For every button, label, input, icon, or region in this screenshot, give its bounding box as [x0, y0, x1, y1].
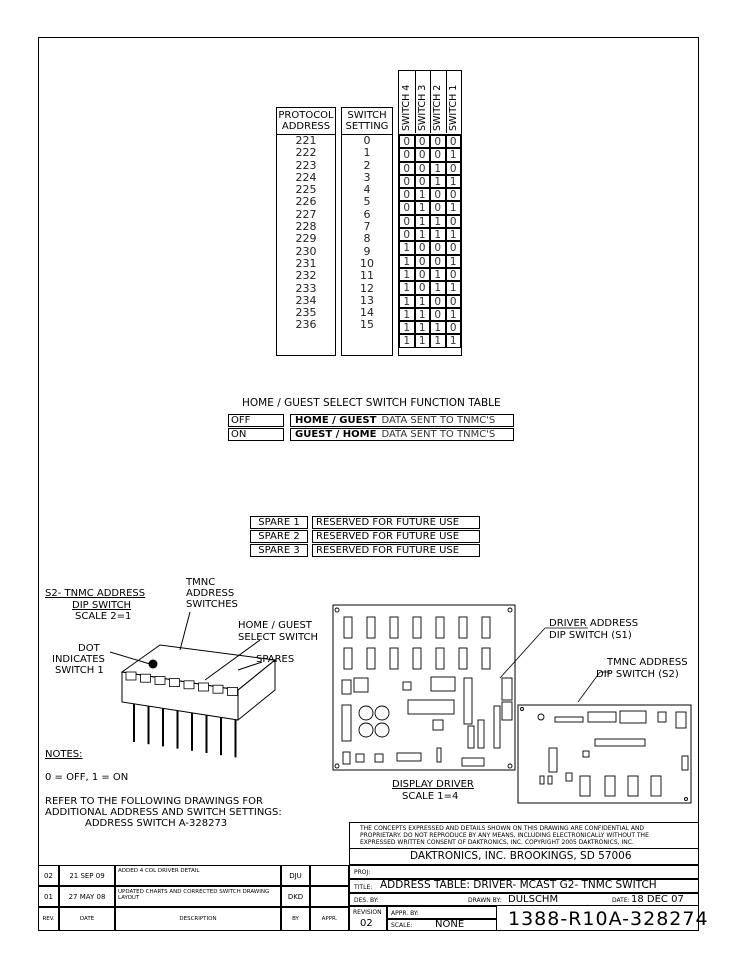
drawing-number: 1388-R10A-328274 — [508, 908, 709, 930]
switch-bit-cell: 1 — [446, 281, 462, 294]
switch-bit-cell: 0 — [446, 135, 462, 148]
display-driver-title: DISPLAY DRIVER — [392, 779, 474, 790]
switch-bit-cell: 1 — [446, 255, 462, 268]
switch-bit-cell: 0 — [415, 148, 431, 161]
notes-line: REFER TO THE FOLLOWING DRAWINGS FOR — [45, 796, 263, 807]
home-guest-state: OFF — [228, 414, 284, 427]
notes-title: NOTES: — [45, 749, 83, 760]
switch-bit-cell: 0 — [430, 135, 446, 148]
switch-bit-cell: 0 — [415, 255, 431, 268]
address-cell: 221 — [295, 134, 317, 147]
connector — [482, 617, 490, 638]
drawn-label: DRAWN BY: — [468, 897, 502, 904]
switch-bit-cell: 0 — [430, 308, 446, 321]
address-cell: 223 — [295, 158, 317, 172]
revision-label: REVISION — [353, 909, 382, 916]
component — [682, 756, 688, 770]
dip-key — [155, 676, 165, 684]
switch-header: SWITCH 1 — [447, 84, 459, 131]
address-cell: 228 — [295, 220, 317, 234]
switch-bit-cell: 0 — [415, 268, 431, 281]
connector — [436, 648, 444, 669]
revision-cell: 01 — [38, 886, 59, 907]
switch-bit-cell: 1 — [446, 228, 462, 241]
switch-bit-cell: 0 — [399, 201, 415, 214]
revision-header: REV. — [38, 907, 59, 931]
address-cell: 230 — [295, 244, 317, 258]
revision-cell: ADDED 4 COL DRIVER DETAIL — [115, 865, 281, 886]
confidential-text: EXPRESSED WRITTEN CONSENT OF DAKTRONICS, INC. COPYRIGHT 2005 DAKTRONICS, INC. — [360, 839, 634, 846]
tnmc-label: ADDRESS — [186, 588, 235, 599]
spare-name: SPARE 3 — [250, 544, 308, 557]
revision-header: BY — [281, 907, 310, 931]
component — [502, 702, 512, 720]
component — [343, 752, 350, 764]
revision-cell — [310, 886, 349, 907]
switch-bit-cell: 0 — [415, 135, 431, 148]
revision-cell: 21 SEP 09 — [59, 865, 115, 886]
component — [580, 776, 590, 796]
address-cell: 236 — [295, 318, 317, 332]
switch-bit-cell: 1 — [399, 334, 415, 347]
component — [583, 751, 589, 757]
switch-bit-cell: 1 — [446, 308, 462, 321]
spare-name: SPARE 1 — [250, 516, 308, 529]
home-guest-bold: HOME / GUEST — [295, 415, 377, 426]
switch-bit-cell: 0 — [446, 268, 462, 281]
spare-desc: RESERVED FOR FUTURE USE — [312, 516, 480, 529]
switch-bit-cell: 1 — [446, 334, 462, 347]
notes-line: 0 = OFF, 1 = ON — [45, 772, 129, 783]
component — [549, 748, 557, 772]
setting-cell: 8 — [363, 232, 371, 246]
switch-bit-cell: 0 — [399, 188, 415, 201]
connector — [413, 617, 421, 638]
switch-bit-cell: 1 — [430, 321, 446, 334]
dip-key — [141, 674, 151, 682]
capacitor — [359, 723, 373, 737]
switch-bit-cell: 1 — [399, 255, 415, 268]
setting-cell: 12 — [360, 281, 374, 295]
switch-header: SWITCH 4 — [401, 84, 412, 131]
switch-bit-cell: 1 — [415, 308, 431, 321]
address-cell: 225 — [295, 183, 317, 197]
dip-detail-title: S2- TNMC ADDRESS — [45, 588, 146, 599]
component — [540, 776, 544, 784]
switch-bit-cell: 0 — [399, 228, 415, 241]
tnmc-label: TMNC — [186, 577, 216, 588]
setting-cell: 7 — [363, 220, 371, 234]
switch-bit-cell: 0 — [430, 148, 446, 161]
switch-bit-cell: 0 — [415, 281, 431, 294]
switch-bit-cell: 0 — [446, 241, 462, 254]
component — [566, 773, 572, 781]
switch-bit-cell: 1 — [446, 201, 462, 214]
home-guest-label: HOME / GUEST — [238, 620, 312, 631]
switch-bit-cell: 0 — [430, 255, 446, 268]
revision-cell: DKD — [281, 886, 310, 907]
setting-cell: 5 — [363, 195, 371, 209]
connector — [482, 648, 490, 669]
header-text: SETTING — [345, 121, 389, 132]
spare-name: SPARE 2 — [250, 530, 308, 543]
component — [548, 776, 552, 784]
revision-cell: 02 — [38, 865, 59, 886]
component — [676, 712, 686, 728]
component — [354, 678, 368, 692]
drawing-title: ADDRESS TABLE: DRIVER- MCAST G2- TNMC SWITCH — [380, 879, 657, 891]
home-guest-rest: DATA SENT TO TNMC'S — [381, 428, 496, 440]
switch-bit-cell: 0 — [446, 295, 462, 308]
title-label: TITLE: — [354, 884, 373, 891]
address-cell: 233 — [295, 281, 317, 295]
confidential-text: THE CONCEPTS EXPRESSED AND DETAILS SHOWN ON THIS DRAWING ARE CONFIDENTIAL AND — [360, 825, 645, 832]
component — [595, 739, 645, 746]
address-cell: 232 — [295, 269, 317, 283]
mount-hole — [508, 608, 512, 612]
home-guest-bold: GUEST / HOME — [295, 428, 377, 440]
date-label: DATE: — [612, 897, 630, 904]
tnmc-address-label: DIP SWITCH (S2) — [596, 669, 679, 680]
connector — [367, 648, 375, 669]
address-cell: 231 — [295, 256, 317, 270]
scale-label: SCALE: — [391, 922, 413, 929]
tnmc-label: SWITCHES — [186, 599, 238, 610]
home-guest-state: ON — [228, 428, 284, 441]
component — [437, 748, 441, 762]
connector — [367, 617, 375, 638]
switch-bit-cell: 0 — [430, 241, 446, 254]
switch-bit-cell: 1 — [415, 228, 431, 241]
address-cell: 224 — [295, 170, 317, 184]
component — [464, 678, 472, 724]
dot-label: SWITCH 1 — [55, 665, 104, 676]
switch-bit-cell: 1 — [415, 201, 431, 214]
dip-key — [228, 687, 238, 695]
component — [431, 677, 455, 691]
switch-bit-cell: 1 — [399, 281, 415, 294]
component — [478, 720, 484, 748]
tnmc-address-label: TMNC ADDRESS — [607, 657, 688, 668]
component — [342, 680, 351, 694]
switch-bit-cell: 0 — [415, 162, 431, 175]
switch-bit-cell: 0 — [399, 215, 415, 228]
scale-value: NONE — [435, 919, 465, 930]
dip-detail-subtitle: DIP SWITCH — [72, 600, 132, 611]
connector — [344, 617, 352, 638]
component — [651, 776, 661, 796]
switch-bit-cell: 1 — [399, 295, 415, 308]
dip-key — [213, 685, 223, 693]
dip-detail-scale: SCALE 2=1 — [75, 611, 132, 622]
mount-hole — [335, 608, 339, 612]
switch-bit-cell: 0 — [399, 135, 415, 148]
connector — [436, 617, 444, 638]
setting-cell: 14 — [360, 306, 374, 320]
switch-bit-cell: 0 — [446, 162, 462, 175]
dip-key — [199, 683, 209, 691]
revision-header: DATE — [59, 907, 115, 931]
revision-header: DESCRIPTION — [115, 907, 281, 931]
switch-bit-cell: 1 — [430, 334, 446, 347]
spare-desc: RESERVED FOR FUTURE USE — [312, 530, 480, 543]
proj-label: PROJ: — [354, 869, 371, 876]
switch-bit-cell: 1 — [446, 175, 462, 188]
component — [468, 726, 474, 748]
setting-cell: 1 — [363, 146, 371, 160]
switch-bit-cell: 0 — [399, 148, 415, 161]
connector — [459, 617, 467, 638]
drawing-date: 18 DEC 07 — [631, 894, 684, 905]
spares-label: SPARES — [256, 654, 295, 665]
company-name: DAKTRONICS, INC. BROOKINGS, SD 57006 — [410, 850, 632, 862]
notes-line: ADDRESS SWITCH A-328273 — [85, 818, 228, 829]
component — [342, 705, 351, 741]
driver-address-label: DIP SWITCH (S1) — [549, 630, 632, 641]
revision-table — [38, 865, 349, 931]
home-guest-rest: DATA SENT TO TNMC'S — [381, 415, 496, 426]
connector — [390, 648, 398, 669]
driver-address-label: DRIVER ADDRESS — [549, 618, 639, 629]
setting-cell: 9 — [363, 244, 371, 258]
mount-hole — [685, 798, 688, 801]
switch-bit-cell: 1 — [430, 228, 446, 241]
switch-bit-cell: 1 — [399, 241, 415, 254]
home-guest-label: SELECT SWITCH — [238, 632, 319, 643]
setting-cell: 15 — [360, 318, 374, 332]
connector — [390, 617, 398, 638]
component — [605, 776, 615, 796]
component — [375, 754, 383, 762]
mount-hole — [335, 764, 339, 768]
appr-label: APPR. BY: — [391, 910, 419, 917]
setting-cell: 2 — [363, 158, 371, 172]
component — [494, 706, 500, 748]
component — [397, 753, 421, 761]
revision-cell: UPDATED CHARTS AND CORRECTED SWITCH DRAWING LAYOUT — [115, 886, 281, 907]
header-text: PROTOCOL — [278, 110, 334, 121]
dip-key — [170, 679, 180, 687]
address-cell: 226 — [295, 195, 317, 209]
proj-row — [349, 865, 699, 879]
component — [462, 758, 484, 766]
switch-bit-cell: 1 — [430, 175, 446, 188]
switch-bit-cell: 0 — [415, 175, 431, 188]
setting-cell: 13 — [360, 293, 374, 307]
setting-cell: 10 — [360, 256, 374, 270]
dip-switch-s1 — [502, 678, 512, 700]
setting-cell: 6 — [363, 207, 371, 221]
revision-cell — [310, 865, 349, 886]
switch-bit-cell: 0 — [446, 215, 462, 228]
setting-cell: 4 — [363, 183, 371, 197]
address-cell: 234 — [295, 293, 317, 307]
mount-hole — [508, 764, 512, 768]
address-cell: 229 — [295, 232, 317, 246]
switch-bit-cell: 0 — [446, 321, 462, 334]
header-text: ADDRESS — [281, 121, 331, 132]
revision-cell: DJU — [281, 865, 310, 886]
switch-bit-cell: 1 — [399, 321, 415, 334]
component — [356, 754, 364, 762]
capacitor — [359, 706, 373, 720]
component — [433, 720, 443, 730]
dot-label: INDICATES — [52, 654, 105, 665]
address-cell: 235 — [295, 306, 317, 320]
component — [628, 776, 638, 796]
connector — [459, 648, 467, 669]
dot-label: DOT — [78, 643, 100, 654]
mount-hole — [521, 708, 524, 711]
connector — [413, 648, 421, 669]
display-driver-scale: SCALE 1=4 — [402, 791, 459, 802]
switch-bit-cell: 0 — [430, 295, 446, 308]
switch-bit-cell: 1 — [415, 334, 431, 347]
component — [588, 712, 616, 722]
address-cell: 227 — [295, 207, 317, 221]
component — [658, 712, 666, 722]
home-guest-title: HOME / GUEST SELECT SWITCH FUNCTION TABLE — [242, 397, 501, 409]
switch-bit-cell: 0 — [399, 175, 415, 188]
switch-header: SWITCH 3 — [416, 84, 428, 131]
dip-key — [126, 672, 136, 680]
switch-bit-cell: 1 — [430, 281, 446, 294]
connector — [344, 648, 352, 669]
switch-bit-cell: 0 — [446, 188, 462, 201]
revision-value: 02 — [360, 918, 373, 929]
header-text: SWITCH — [347, 110, 387, 121]
component — [408, 700, 454, 714]
setting-cell: 0 — [363, 134, 371, 147]
drawn-by: DULSCHM — [508, 894, 559, 905]
capacitor — [375, 723, 389, 737]
confidential-text: PROPRIETARY. DO NOT REPRODUCE BY ANY MEANS, INCLUDING ELECTRONICALLY WITHOUT THE — [360, 832, 649, 839]
mount-hole — [538, 714, 544, 720]
switch-bit-cell: 0 — [415, 241, 431, 254]
component — [555, 717, 583, 722]
switch-bit-cell: 1 — [430, 215, 446, 228]
switch-header: SWITCH 2 — [432, 84, 443, 131]
notes-line: ADDITIONAL ADDRESS AND SWITCH SETTINGS: — [45, 807, 282, 818]
setting-cell: 3 — [363, 170, 371, 184]
dip-switch-s2 — [620, 711, 646, 723]
switch-bit-cell: 1 — [430, 162, 446, 175]
switch-bit-cell: 0 — [430, 188, 446, 201]
switch-bit-cell: 0 — [399, 162, 415, 175]
switch-bit-cell: 1 — [446, 148, 462, 161]
des-label: DES. BY: — [354, 897, 379, 904]
spare-desc: RESERVED FOR FUTURE USE — [312, 544, 480, 557]
setting-cell: 11 — [360, 269, 374, 283]
revision-header: APPR. — [310, 907, 349, 931]
switch-bit-cell: 1 — [415, 321, 431, 334]
switch-bit-cell: 0 — [430, 201, 446, 214]
dip-key — [184, 681, 194, 689]
switch-bit-cell: 1 — [399, 308, 415, 321]
switch-bit-cell: 1 — [415, 188, 431, 201]
capacitor — [375, 706, 389, 720]
switch-bit-cell: 1 — [399, 268, 415, 281]
switch-bit-cell: 1 — [415, 215, 431, 228]
address-cell: 222 — [295, 146, 317, 160]
revision-cell: 27 MAY 08 — [59, 886, 115, 907]
switch-bit-cell: 1 — [415, 295, 431, 308]
component — [403, 682, 411, 690]
switch-bit-cell: 1 — [430, 268, 446, 281]
